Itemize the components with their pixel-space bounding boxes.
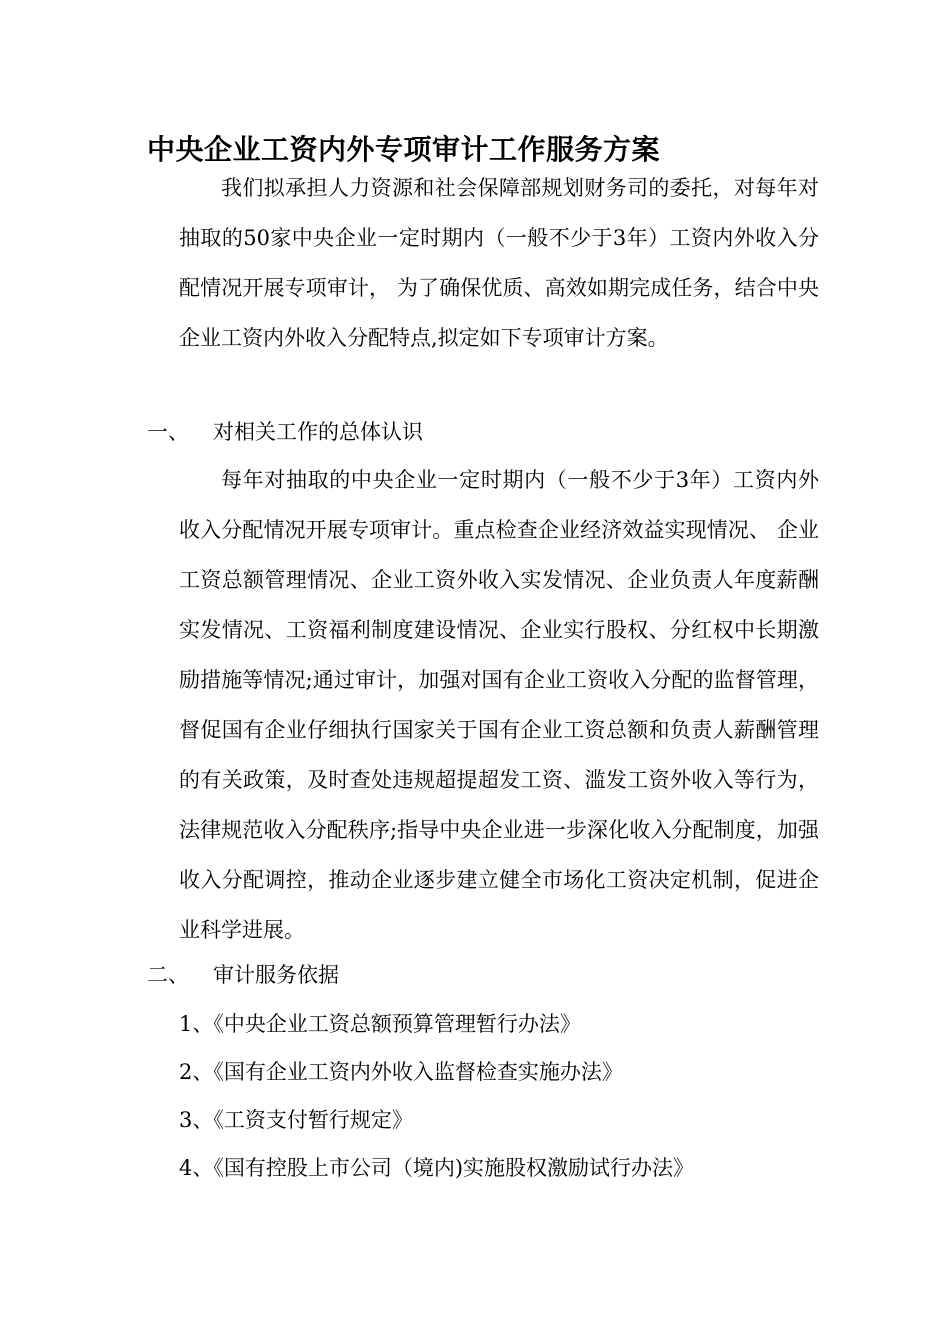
document-title: 中央企业工资内外专项审计工作服务方案 — [147, 133, 661, 166]
basis-list — [179, 1000, 694, 1192]
section-1-heading — [147, 412, 423, 452]
list-item: 3、《工资支付暂行规定》 — [179, 1108, 413, 1132]
section-2-heading — [147, 955, 339, 995]
list-item: 2、《国有企业工资内外收入监督检查实施办法》 — [179, 1060, 623, 1084]
section-1-number: 一、 — [147, 420, 189, 444]
section-1-body: 每年对抽取的中央企业一定时期内（一般不少于3年）工资内外收入分配情况开展专项审计。重点检查企业经济效益实现情况、 企业工资总额管理情况、企业工资外收入实发情况、企业负责人年度薪酬实发情况、工资福利制度建设情况、企业实行股权、分红权中长期激励措施等情况;通过审计，加强对国有企业工资收入分配的监督管理，督促国有企业仔细执行国家关于国有企业工资总额和负责人薪酬管理的有关政策，及时查处违规超提超发工资、滥发工资外收入等行为，法律规范收入分配秩序;指导中央企业进一步深化收入分配制度，加强收入分配调控，推动企业逐步建立健全市场化工资决定机制，促进企业科学进展。 — [179, 468, 819, 942]
section-2-title: 审计服务依据 — [213, 963, 339, 987]
section-1-title: 对相关工作的总体认识 — [213, 420, 423, 444]
intro-paragraph: 我们拟承担人力资源和社会保障部规划财务司的委托，对每年对抽取的50家中央企业一定时期内（一般不少于3年）工资内外收入分配情况开展专项审计， 为了确保优质、高效如期完成任务，结合中央企业工资内外收入分配特点,拟定如下专项审计方案。 — [179, 176, 819, 350]
list-item: 4、《国有控股上市公司（境内)实施股权激励试行办法》 — [179, 1156, 695, 1180]
list-item: 1、《中央企业工资总额预算管理暂行办法》 — [179, 1012, 581, 1036]
section-2-number: 二、 — [147, 963, 189, 987]
